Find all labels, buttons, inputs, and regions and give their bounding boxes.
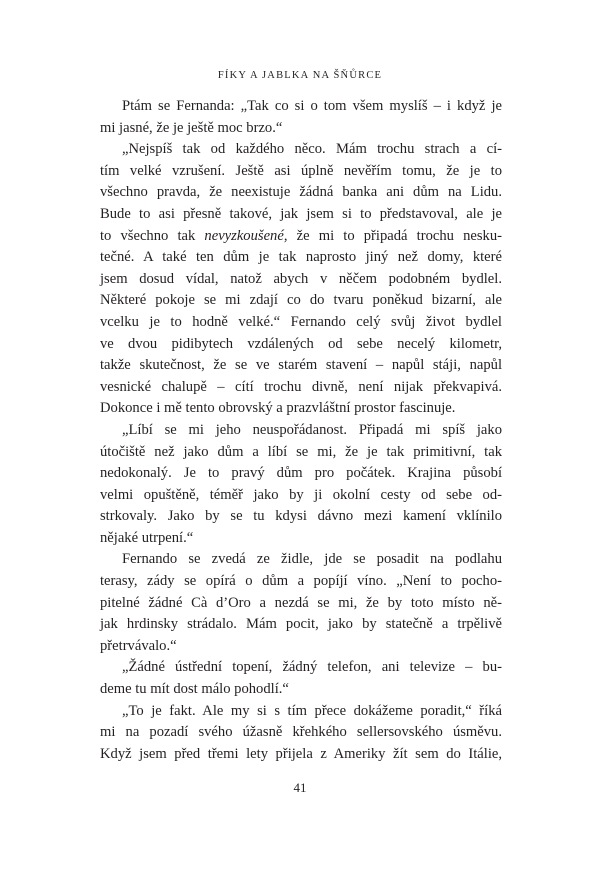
text-line: mi na pozadí svého úžasně křehkého sellersovského úsměvu.: [100, 724, 502, 741]
running-head: FÍKY A JABLKA NA ŠŇŮRCE: [217, 70, 383, 81]
paragraph: [100, 139, 502, 420]
body-text: [100, 96, 502, 765]
text-line: deme tu mít dost málo pohodlí.“: [100, 681, 289, 698]
text-line: Fernando se zvedá ze židle, jde se posadit na podlahu: [122, 551, 502, 568]
text-line: jak hrdinsky strádalo. Mám pocit, jako by statečně a trpělivě: [100, 616, 502, 633]
paragraph: [100, 549, 502, 657]
text-line: Když jsem před třemi lety přijela z Ameriky žít sem do Itálie,: [100, 745, 502, 762]
text-line: ve dvou pidibytech vzdálených od sebe necelý kilometr,: [100, 335, 502, 352]
paragraph: [100, 420, 502, 550]
text-line: Bude to asi přesně takové, jak jsem si to představoval, ale je: [100, 205, 502, 222]
text-line: útočiště než jako dům a líbí se mi, že je tak primitivní, tak: [100, 443, 502, 460]
text-line: „Líbí se mi jeho neuspořádanost. Připadá mi spíš jako: [122, 421, 502, 438]
text-line: Dokonce i mě tento obrovský a prazvláštní prostor fascinuje.: [100, 400, 456, 417]
text-line: vcelku je to hodně velké.“ Fernando celý svůj život bydlel: [100, 313, 502, 330]
text-line: mi jasné, že je ještě moc brzo.“: [100, 119, 283, 136]
text-line: jsem dosud vídal, natož abych v něčem podobném bydlel.: [100, 270, 502, 287]
text-line: tečné. A také ten dům je tak naprosto jiný než domy, které: [100, 249, 502, 266]
text-line: nějaké utrpení.“: [100, 529, 194, 546]
text-line: Některé pokoje se mi zdají co do tvaru poněkud bizarní, ale: [100, 292, 502, 309]
text-line: terasy, zády se opírá o dům a popíjí víno. „Není to pocho-: [100, 573, 502, 590]
text-line: Ptám se Fernanda: „Tak co si o tom všem myslíš – i když je: [122, 98, 502, 114]
paragraph: [100, 657, 502, 700]
text-line: strkovaly. Jako by se tu kdysi dávno mezi kamení vklínilo: [100, 508, 502, 525]
text-line: velmi opuštěně, téměř jako by ji okolní cesty od sebe od-: [100, 486, 502, 503]
text-line: nedokonalý. Je to pravý dům pro počátek. Krajina působí: [100, 465, 502, 482]
text-line: všechno pravda, že neexistuje žádná banka ani dům na Lidu.: [100, 184, 502, 201]
text-line: „To je fakt. Ale my si s tím přece dokážeme poradit,“ říká: [122, 702, 502, 719]
text-line: to všechno tak nevyzkoušené, že mi to připadá trochu nesku-: [100, 227, 502, 244]
text-line: tím velké vzrušení. Ještě asi úplně nevěřím tomu, že je to: [100, 162, 502, 179]
text-line: „Žádné ústřední topení, žádný telefon, ani televize – bu-: [122, 659, 502, 676]
text-line: „Nejspíš tak od každého něco. Mám trochu strach a cí-: [122, 141, 502, 158]
text-line: pitelné žádné Cà d’Oro a nezdá se mi, že by toto místo ně-: [100, 594, 502, 611]
text-line: vesnické chalupě – cítí trochu divně, není nijak překvapivá.: [100, 378, 502, 395]
paragraph: [100, 701, 502, 766]
text-line: takže skutečnost, že se ve starém stavení – napůl stáji, napůl: [100, 357, 502, 374]
text-line: přetrvávalo.“: [100, 637, 177, 654]
page-number: 41: [293, 780, 307, 795]
paragraph: [100, 96, 502, 139]
